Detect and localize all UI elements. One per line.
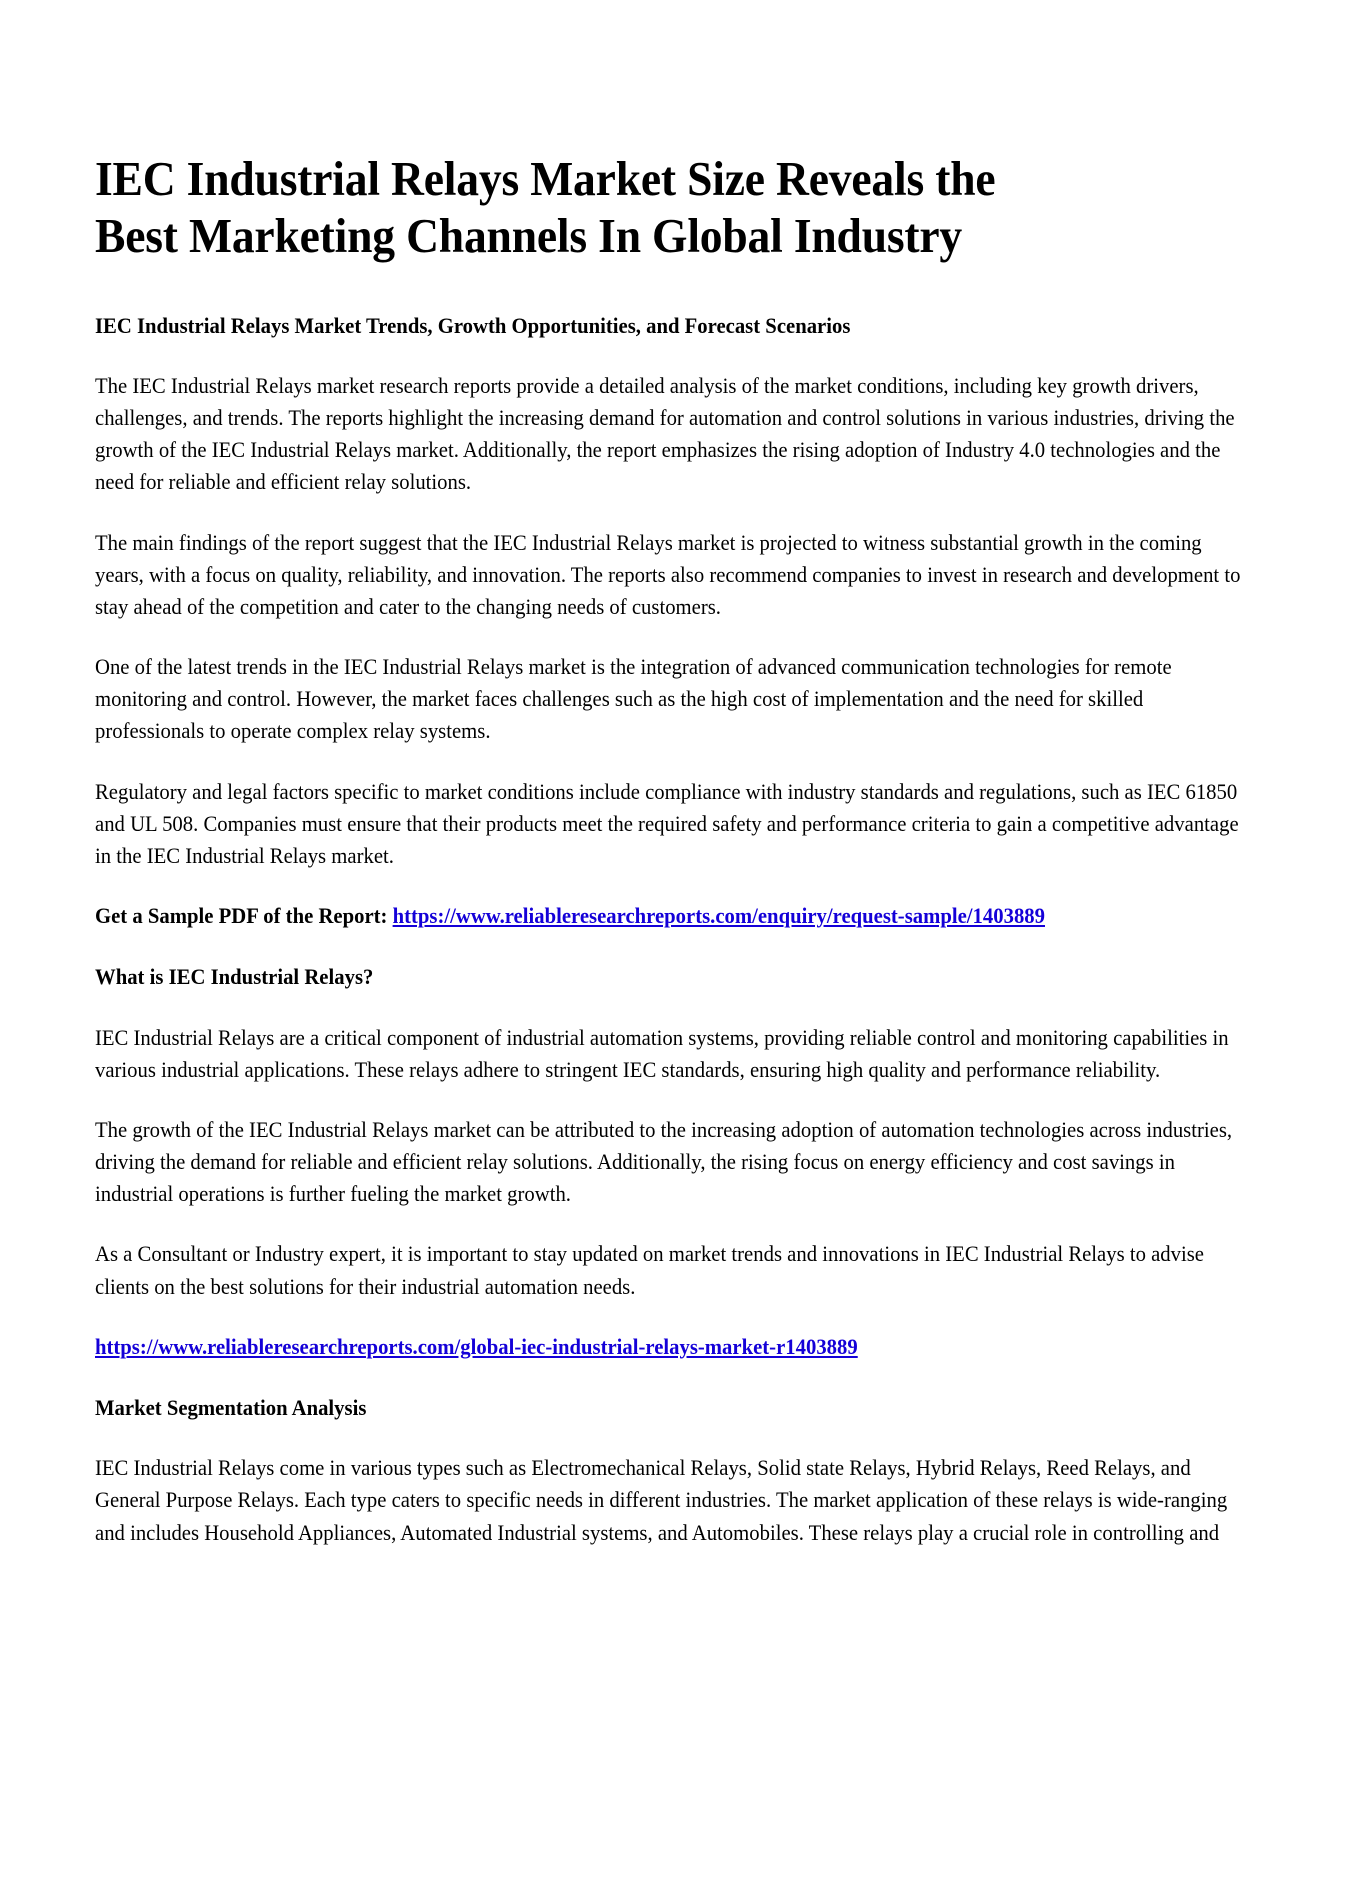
report-link[interactable]: https://www.reliableresearchreports.com/global-iec-industrial-relays-market-r1403889 [95,1333,858,1359]
paragraph-growth-drivers: The growth of the IEC Industrial Relays market can be attributed to the increasing adoption of automation technologies across industries, driving the demand for reliable and efficient relay solutions. Additionally, the rising focus on energy efficiency and cost savings in industrial operations is further fueling the market growth. [95,1116,1233,1207]
heading-what-is-iec-industrial-relays: What is IEC Industrial Relays? [95,964,374,990]
page-title [95,150,1250,265]
page-title-line-1: IEC Industrial Relays Market Size Reveals the [95,151,996,206]
paragraph-segmentation: IEC Industrial Relays come in various types such as Electromechanical Relays, Solid state Relays, Hybrid Relays, Reed Relays, and General Purpose Relays. Each type caters to specific needs in different industries. The market application of these relays is wide-ranging and includes Household Appliances, Automated Industrial systems, and Automobiles. These relays play a crucial role in controlling and [95,1455,1228,1545]
paragraph-regulatory-factors: Regulatory and legal factors specific to market conditions include compliance with industry standards and regulations, such as IEC 61850 and UL 508. Companies must ensure that their products meet the required safety and performance criteria to gain a competitive advantage in the IEC Industrial Relays market. [95,778,1239,868]
page-title-line-2: Best Marketing Channels In Global Industry [95,208,963,264]
heading-market-segmentation-analysis: Market Segmentation Analysis [95,1394,367,1420]
sample-pdf-line [95,900,1250,932]
report-link-line [95,1331,1250,1363]
subheading-market-trends: IEC Industrial Relays Market Trends, Growth Opportunities, and Forecast Scenarios [95,312,851,338]
paragraph-definition: IEC Industrial Relays are a critical component of industrial automation systems, providing reliable control and monitoring capabilities in various industrial applications. These relays adhere to stringent IEC standards, ensuring high quality and performance reliability. [95,1024,1229,1082]
paragraph-latest-trends: One of the latest trends in the IEC Industrial Relays market is the integration of advanced communication technologies for remote monitoring and control. However, the market faces challenges such as the high cost of implementation and the need for skilled professionals to operate complex relay systems. [95,654,1172,744]
sample-pdf-link[interactable]: https://www.reliableresearchreports.com/enquiry/request-sample/1403889 [392,903,1046,929]
paragraph-main-findings: The main findings of the report suggest that the IEC Industrial Relays market is projected to witness substantial growth in the coming years, with a focus on quality, reliability, and innovation. The reports also recommend companies to invest in research and development to stay ahead of the competition and cater to the changing needs of customers. [95,529,1241,619]
paragraph-consultant-advice: As a Consultant or Industry expert, it is important to stay updated on market trends and innovations in IEC Industrial Relays to advise clients on the best solutions for their industrial automation needs. [95,1241,1204,1299]
paragraph-market-conditions: The IEC Industrial Relays market research reports provide a detailed analysis of the market conditions, including key growth drivers, challenges, and trends. The reports highlight the increasing demand for automation and control solutions in various industries, driving the growth of the IEC Industrial Relays market. Additionally, the report emphasizes the rising adoption of Industry 4.0 technologies and the need for reliable and efficient relay solutions. [95,372,1235,495]
sample-pdf-label: Get a Sample PDF of the Report: [95,903,393,929]
